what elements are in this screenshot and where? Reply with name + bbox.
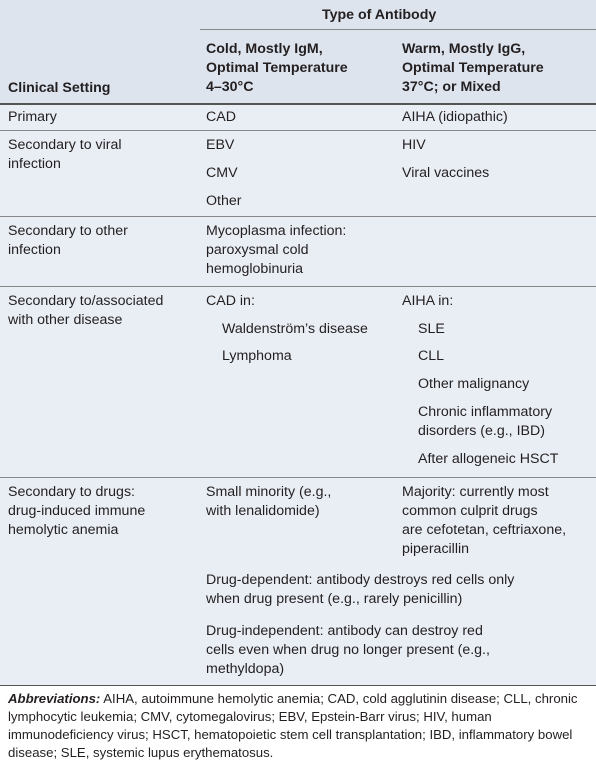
group-title: Type of Antibody: [322, 7, 437, 23]
cold-cell: EBV: [206, 137, 235, 153]
group-header-rule: [200, 29, 596, 30]
header-bottom-rule: [0, 103, 596, 105]
cold-subhead: CAD in:: [206, 293, 255, 309]
row-divider: [0, 216, 596, 217]
cold-cell: Other: [206, 193, 242, 209]
col-header-clinical-setting: Clinical Setting: [8, 80, 111, 96]
row-divider: [0, 130, 596, 131]
cold-item: Waldenström’s disease: [222, 321, 368, 337]
drug-dependent-line: Drug-dependent: antibody destroys red cells only: [206, 572, 515, 588]
warm-subhead: AIHA in:: [402, 293, 454, 309]
setting-primary: Primary: [8, 109, 57, 125]
warm-cell-line: piperacillin: [402, 541, 470, 557]
cold-cell: CAD: [206, 109, 236, 125]
drug-dependent-line: when drug present (e.g., rarely penicillin): [206, 591, 463, 607]
warm-cell: AIHA (idiopathic): [402, 109, 508, 125]
drug-independent-line: methyldopa): [206, 661, 285, 677]
warm-item: After allogeneic HSCT: [418, 451, 559, 467]
col-header-cold-line: 4–30°C: [206, 79, 254, 95]
warm-item: Chronic inflammatory: [418, 404, 553, 420]
setting-viral-line: infection: [8, 156, 61, 172]
cold-item: Lymphoma: [222, 348, 292, 364]
warm-item: SLE: [418, 321, 445, 337]
warm-cell: Viral vaccines: [402, 165, 490, 181]
cold-cell-line: Small minority (e.g.,: [206, 484, 332, 500]
col-header-warm-line: Optimal Temperature: [402, 60, 544, 76]
row-divider: [0, 286, 596, 287]
warm-cell-line: common culprit drugs: [402, 503, 538, 519]
col-header-warm-line: 37°C; or Mixed: [402, 79, 501, 95]
setting-other-infection-line: Secondary to other: [8, 223, 128, 239]
drug-independent-line: cells even when drug no longer present (e.g.,: [206, 642, 490, 658]
setting-drugs-line: hemolytic anemia: [8, 522, 119, 538]
warm-item: Other malignancy: [418, 376, 530, 392]
setting-drugs-line: drug-induced immune: [8, 503, 146, 519]
drug-independent-line: Drug-independent: antibody can destroy red: [206, 623, 483, 639]
setting-viral-line: Secondary to viral: [8, 137, 122, 153]
setting-other-disease-line: with other disease: [8, 312, 123, 328]
warm-cell-line: Majority: currently most: [402, 484, 549, 500]
warm-cell: HIV: [402, 137, 426, 153]
col-header-cold-line: Cold, Mostly IgM,: [206, 41, 323, 57]
setting-other-infection-line: infection: [8, 242, 61, 258]
cold-cell-line: hemoglobinuria: [206, 261, 304, 277]
cold-cell-line: with lenalidomide): [206, 503, 320, 519]
cold-cell-line: Mycoplasma infection:: [206, 223, 347, 239]
setting-drugs-line: Secondary to drugs:: [8, 484, 135, 500]
setting-other-disease-line: Secondary to/associated: [8, 293, 164, 309]
cold-cell: CMV: [206, 165, 238, 181]
cold-cell-line: paroxysmal cold: [206, 242, 309, 258]
col-header-warm-line: Warm, Mostly IgG,: [402, 41, 526, 57]
abbreviations-text: AIHA, autoimmune hemolytic anemia; CAD, cold agglutinin disease; CLL, chronic lymphocytic leukemia; CMV, cytomegalovirus; EBV, Epstein-Barr virus; HIV, human immunodeficiency virus; HSCT, hematopoietic stem cell transplantation; IBD, inflammatory bowel disease; SLE, systemic lupus erythematosus.: [8, 691, 578, 760]
warm-item: disorders (e.g., IBD): [418, 423, 545, 439]
col-header-cold-line: Optimal Temperature: [206, 60, 348, 76]
warm-cell-line: are cefotetan, ceftriaxone,: [402, 522, 567, 538]
row-divider: [0, 477, 596, 478]
abbreviations-footnote: [8, 690, 588, 762]
warm-item: CLL: [418, 348, 445, 364]
abbreviations-label: Abbreviations:: [8, 691, 101, 706]
